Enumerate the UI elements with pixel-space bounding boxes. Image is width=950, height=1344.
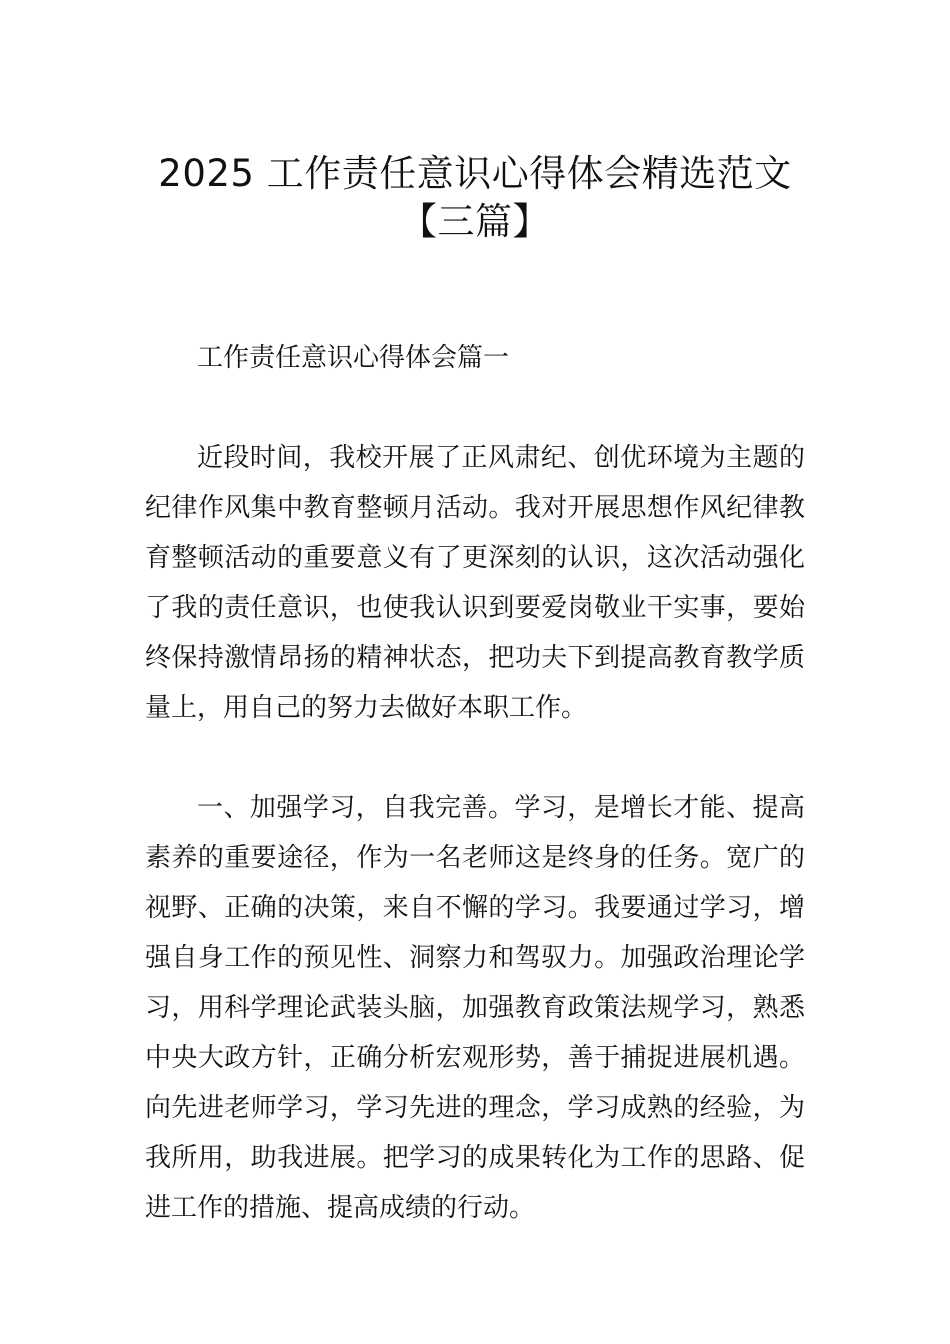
document-body	[145, 333, 805, 1283]
paragraph: 一、加强学习，自我完善。学习，是增长才能、提高素养的重要途径，作为一名老师这是终身的任务。宽广的视野、正确的决策，来自不懈的学习。我要通过学习，增强自身工作的预见性、洞察力和驾驭力。加强政治理论学习，用科学理论武装头脑，加强教育政策法规学习，熟悉中央大政方针，正确分析宏观形势，善于捕捉进展机遇。向先进老师学习，学习先进的理念，学习成熟的经验，为我所用，助我进展。把学习的成果转化为工作的思路、促进工作的措施、提高成绩的行动。	[145, 793, 805, 1223]
paragraph: 近段时间，我校开展了正风肃纪、创优环境为主题的纪律作风集中教育整顿月活动。我对开展思想作风纪律教育整顿活动的重要意义有了更深刻的认识，这次活动强化了我的责任意识，也使我认识到要爱岗敬业干实事，要始终保持激情昂扬的精神状态，把功夫下到提高教育教学质量上，用自己的努力去做好本职工作。	[145, 443, 805, 723]
document-title: 2025 工作责任意识心得体会精选范文【三篇】	[158, 152, 792, 243]
section-heading: 工作责任意识心得体会篇一	[197, 343, 510, 373]
